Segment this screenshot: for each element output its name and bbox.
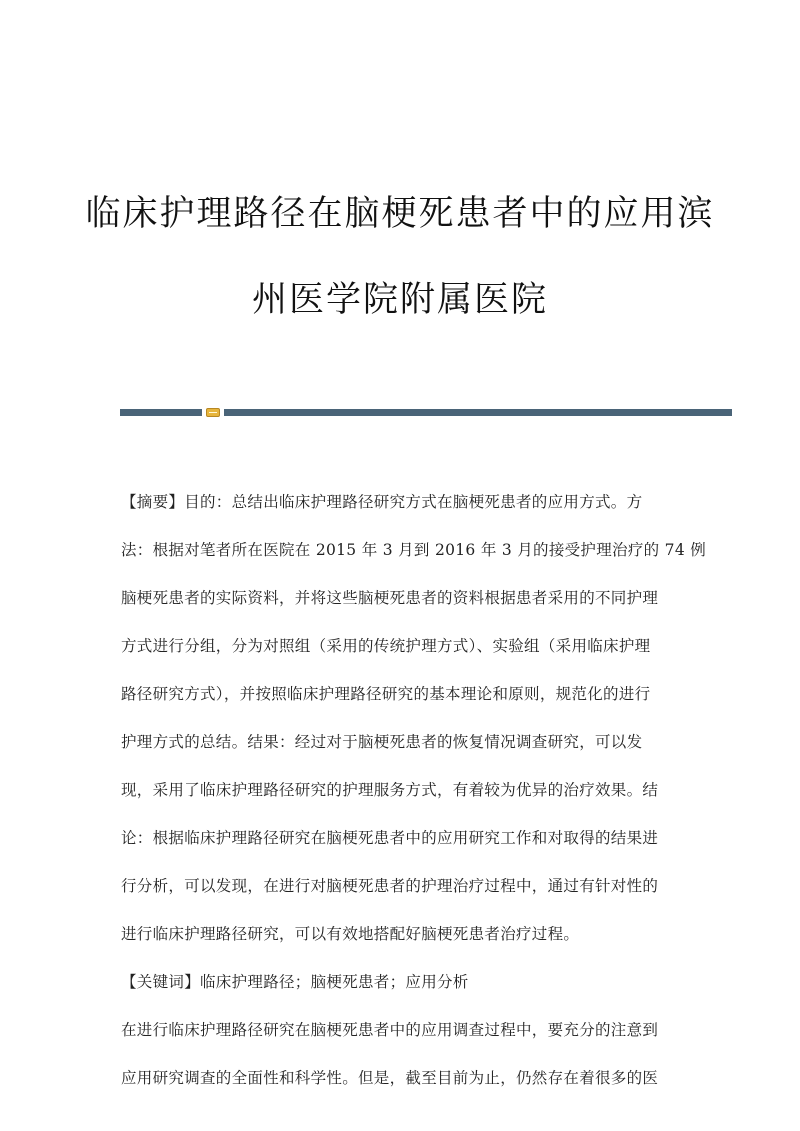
abstract-line: 现，采用了临床护理路径研究的护理服务方式，有着较为优异的治疗效果。结 — [121, 781, 659, 799]
body-line: 应用研究调查的全面性和科学性。但是，截至目前为止，仍然存在着很多的医 — [121, 1069, 659, 1087]
abstract-line: 进行临床护理路径研究，可以有效地搭配好脑梗死患者治疗过程。 — [121, 925, 580, 943]
abstract-line: 护理方式的总结。结果：经过对于脑梗死患者的恢复情况调查研究，可以发 — [121, 733, 643, 751]
keywords: 【关键词】临床护理路径；脑梗死患者；应用分析 — [121, 973, 469, 991]
pen-icon — [206, 408, 220, 417]
abstract-line: 方式进行分组，分为对照组（采用的传统护理方式）、实验组（采用临床护理 — [121, 637, 651, 655]
divider-bar-right — [224, 409, 732, 416]
abstract-line: 论：根据临床护理路径研究在脑梗死患者中的应用研究工作和对取得的结果进 — [121, 829, 659, 847]
abstract-line: 路径研究方式），并按照临床护理路径研究的基本理论和原则，规范化的进行 — [121, 685, 651, 703]
document-title-line-2: 州医学院附属医院 — [251, 280, 548, 320]
abstract-line: 法：根据对笔者所在医院在 2015 年 3 月到 2016 年 3 月的接受护理治疗的 74 例 — [121, 541, 707, 559]
abstract-line: 【摘要】目的：总结出临床护理路径研究方式在脑梗死患者的应用方式。方 — [121, 493, 643, 511]
body-line: 在进行临床护理路径研究在脑梗死患者中的应用调查过程中，要充分的注意到 — [121, 1021, 659, 1039]
divider-bar-left — [120, 409, 202, 416]
abstract-line: 行分析，可以发现，在进行对脑梗死患者的护理治疗过程中，通过有针对性的 — [121, 877, 659, 895]
title-divider — [120, 408, 732, 418]
document-title-line-1: 临床护理路径在脑梗死患者中的应用滨 — [85, 194, 715, 234]
abstract-line: 脑梗死患者的实际资料，并将这些脑梗死患者的资料根据患者采用的不同护理 — [121, 589, 659, 607]
